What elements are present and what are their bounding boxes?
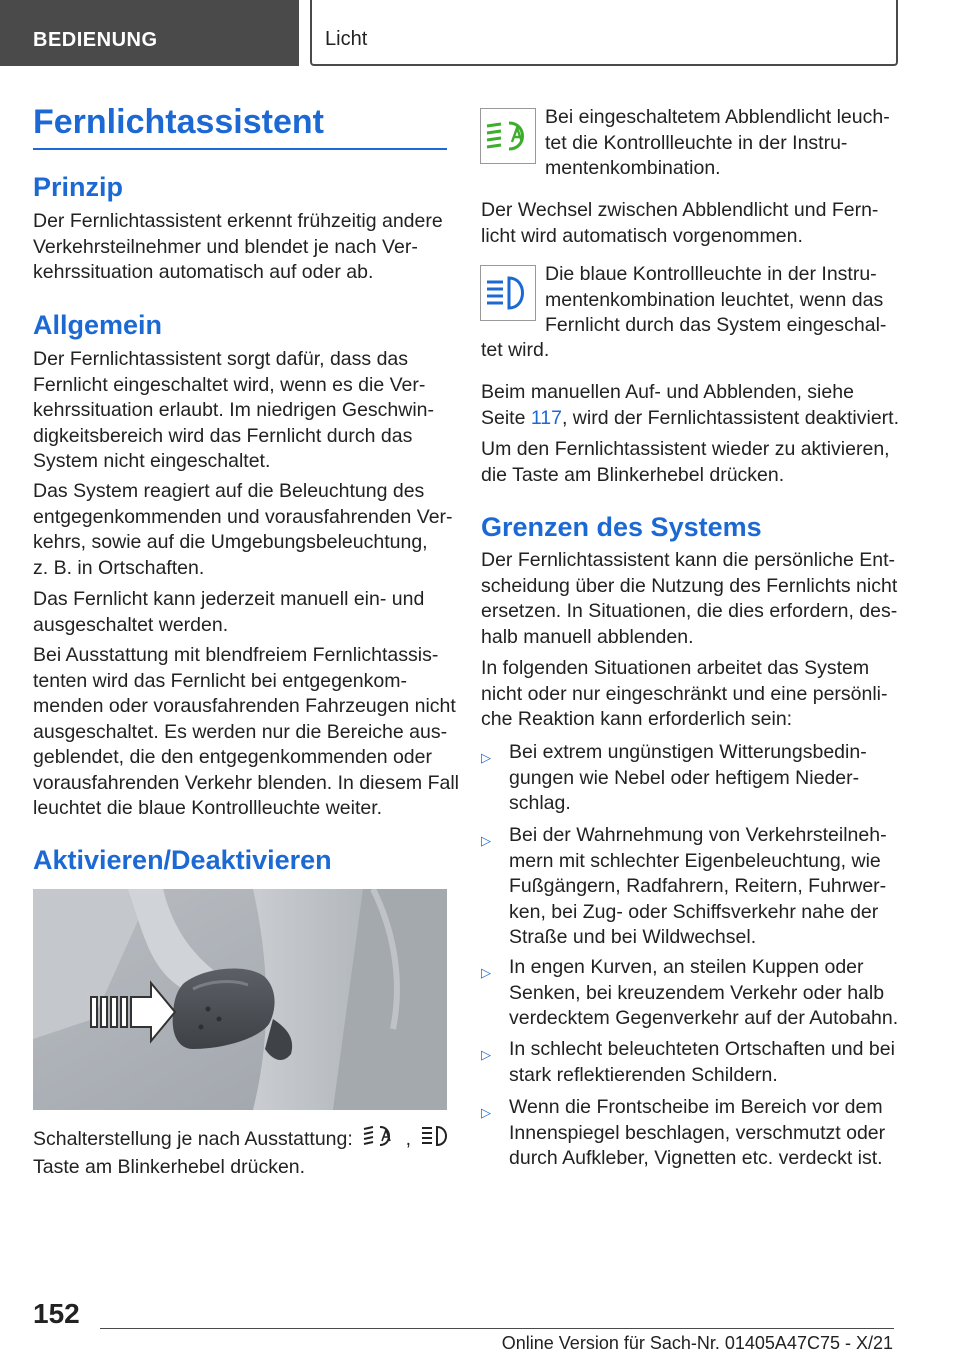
text-line: mentenkombination.: [545, 157, 721, 179]
bullet-triangle-icon: ▷: [481, 833, 491, 848]
high-beam-icon: [420, 1124, 450, 1156]
text-line: Senken, bei kreuzendem Verkehr oder halb: [509, 981, 885, 1004]
text-line: Um den Fernlichtassistent wieder zu aktivieren,: [481, 438, 890, 460]
header-section-tab: [0, 0, 299, 66]
text-line: Wenn die Frontscheibe im Bereich vor dem: [509, 1096, 883, 1118]
header-chapter-label: Licht: [325, 28, 368, 50]
text-line: digkeitsbereich wird das Fernlicht durch das: [33, 424, 413, 447]
allgemein-paragraph-3: [33, 587, 424, 638]
bullet-triangle-icon: ▷: [481, 1105, 491, 1120]
text-line: ersetzen. In Situationen, die dies erfordern, des‐: [481, 600, 898, 622]
text-line: scheidung über die Nutzung des Fernlichts nicht: [481, 574, 898, 597]
text-line: Bei eingeschaltetem Abblendlicht leuch‐: [545, 106, 890, 128]
text-line: durch Aufkleber, Vignetten etc. verdeckt ist.: [509, 1147, 883, 1169]
green-indicator-text: [545, 105, 890, 182]
heading-prinzip: Prinzip: [33, 172, 124, 202]
text-line: Innenspiegel beschlagen, verschmutzt oder: [509, 1121, 886, 1144]
heading-allgemein: Allgemein: [33, 310, 163, 340]
text-line: Fußgängern, Radfahrern, Reitern, Fuhrwer‐: [509, 875, 887, 897]
text-line: System nicht eingeschaltet.: [33, 450, 271, 472]
page-number: 152: [33, 1298, 80, 1329]
text-line: kehrssituation automatisch auf oder ab.: [33, 261, 374, 283]
text-line: Verkehrsteilnehmer und blendet je nach Ver‐: [33, 235, 418, 258]
text-line: Bei Ausstattung mit blendfreiem Fernlichtassis‐: [33, 644, 439, 666]
text-line: die Taste am Blinkerhebel drücken.: [481, 463, 785, 486]
allgemein-paragraph-1: [33, 347, 434, 475]
heading-aktivieren: Aktivieren/Deaktivieren: [33, 845, 332, 875]
text-line: Bei extrem ungünstigen Witterungsbedin‐: [509, 741, 867, 763]
blue-indicator-text: [545, 262, 886, 339]
page-title: Fernlichtassistent: [33, 103, 324, 141]
text-line: [481, 406, 899, 432]
text-line: entgegenkommenden und vorausfahrenden Ver‐: [33, 505, 453, 528]
stalk-caption: [33, 1124, 454, 1156]
blue-indicator-box: [480, 265, 536, 321]
text-line: leuchtet die blaue Kontrollleuchte weiter.: [33, 797, 383, 819]
footer-rule: [100, 1328, 894, 1329]
text-line: In folgenden Situationen arbeitet das System: [481, 657, 870, 679]
text-line: Das Fernlicht kann jederzeit manuell ein- und: [33, 588, 425, 610]
grenzen-paragraph-2: [481, 656, 888, 733]
bullet-triangle-icon: ▷: [481, 965, 491, 980]
text-line: Fernlicht durch das System eingeschal‐: [545, 314, 887, 336]
text-line: verdecktem Gegenverkehr auf der Autobahn.: [509, 1007, 899, 1029]
text-line: Der Fernlichtassistent erkennt frühzeitig andere: [33, 210, 443, 232]
text-line: Das System reagiert auf die Beleuchtung des: [33, 480, 425, 502]
text-line: ausgeschaltet. Es werden nur die Bereiche aus‐: [33, 720, 448, 743]
text-line: ken, bei Zug- oder Schiffsverkehr nahe der: [509, 900, 879, 923]
text-line: In engen Kurven, an steilen Kuppen oder: [509, 956, 864, 978]
assist-indicator-icon: [481, 109, 535, 163]
green-indicator-box: [480, 108, 536, 164]
text-line: Beim manuellen Auf- und Abblenden, siehe: [481, 381, 854, 403]
high-beam-assistant-a-icon: [362, 1124, 396, 1156]
manuell-post: , wird der Fernlichtassistent deaktiviert.: [561, 406, 900, 429]
text-line: nicht oder nur eingeschränkt und eine persönli‐: [481, 682, 888, 705]
manuell-paragraph: [481, 380, 899, 431]
text-line: Die blaue Kontrollleuchte in der Instru‐: [545, 263, 877, 285]
text-line: geblendet, die den entgegenkommenden oder: [33, 746, 432, 768]
text-line: mern mit schlechter Eigenbeleuchtung, wie: [509, 849, 881, 872]
text-line: z. B. in Ortschaften.: [33, 556, 205, 579]
text-line: Der Fernlichtassistent sorgt dafür, dass das: [33, 348, 409, 370]
wechsel-paragraph: [481, 198, 878, 249]
text-line: gungen wie Nebel oder heftigem Nieder‐: [509, 766, 860, 789]
footer-text: Online Version für Sach-Nr. 01405A47C75 - X/21: [501, 1333, 893, 1353]
text-line: In schlecht beleuchteten Ortschaften und bei: [509, 1038, 895, 1060]
text-line: kehrs, sowie auf die Umgebungsbeleuchtung,: [33, 531, 428, 553]
text-line: tet die Kontrollleuchte in der Instru‐: [545, 131, 848, 154]
text-line: mentenkombination leuchtet, wenn das: [545, 288, 884, 311]
high-beam-indicator-icon: [481, 266, 535, 320]
text-line: che Reaktion kann erforderlich sein:: [481, 708, 793, 730]
caption-separator: ,: [405, 1127, 412, 1150]
bullet-triangle-icon: ▷: [481, 750, 491, 765]
text-line: vorausfahrenden Verkehr blenden. In diesem Fall: [33, 771, 460, 794]
header-section-label: BEDIENUNG: [33, 29, 158, 51]
bullet-triangle-icon: ▷: [481, 1047, 491, 1062]
header-chapter-box: [310, 0, 898, 66]
page-reference-link[interactable]: 117: [530, 406, 562, 429]
blue-indicator-tail: tet wird.: [481, 339, 550, 361]
text-line: kehrssituation erlaubt. Im niedrigen Geschwin‐: [33, 399, 435, 421]
text-line: Straße und bei Wildwechsel.: [509, 926, 757, 948]
text-line: Der Fernlichtassistent kann die persönliche Ent‐: [481, 549, 896, 571]
stalk-photo: [33, 889, 447, 1110]
text-line: Der Wechsel zwischen Abblendlicht und Fern‐: [481, 199, 879, 221]
text-line: ausgeschaltet werden.: [33, 613, 229, 636]
allgemein-paragraph-2: [33, 479, 453, 581]
grenzen-paragraph-1: [481, 548, 897, 650]
text-line: licht wird automatisch vorgenommen.: [481, 224, 803, 247]
text-line: halb manuell abblenden.: [481, 625, 694, 648]
text-line: tenten wird das Fernlicht bei entgegenkom‐: [33, 669, 407, 692]
text-line: stark reflektierenden Schildern.: [509, 1063, 778, 1086]
instruction-text: Taste am Blinkerhebel drücken.: [33, 1156, 306, 1178]
heading-grenzen: Grenzen des Systems: [481, 512, 762, 542]
manuell-pre: Seite: [481, 406, 531, 429]
text-line: menden oder vorausfahrenden Fahrzeugen nicht: [33, 695, 456, 717]
title-rule: [33, 148, 447, 150]
reaktivieren-paragraph: [481, 437, 890, 488]
allgemein-paragraph-4: [33, 643, 459, 822]
text-line: Bei der Wahrnehmung von Verkehrsteilneh‐: [509, 824, 887, 846]
prinzip-paragraph: [33, 209, 443, 286]
text-line: schlag.: [509, 792, 571, 814]
text-line: Fernlicht eingeschaltet wird, wenn es die Ver‐: [33, 373, 426, 396]
caption-text: Schalterstellung je nach Ausstattung:: [33, 1127, 353, 1150]
